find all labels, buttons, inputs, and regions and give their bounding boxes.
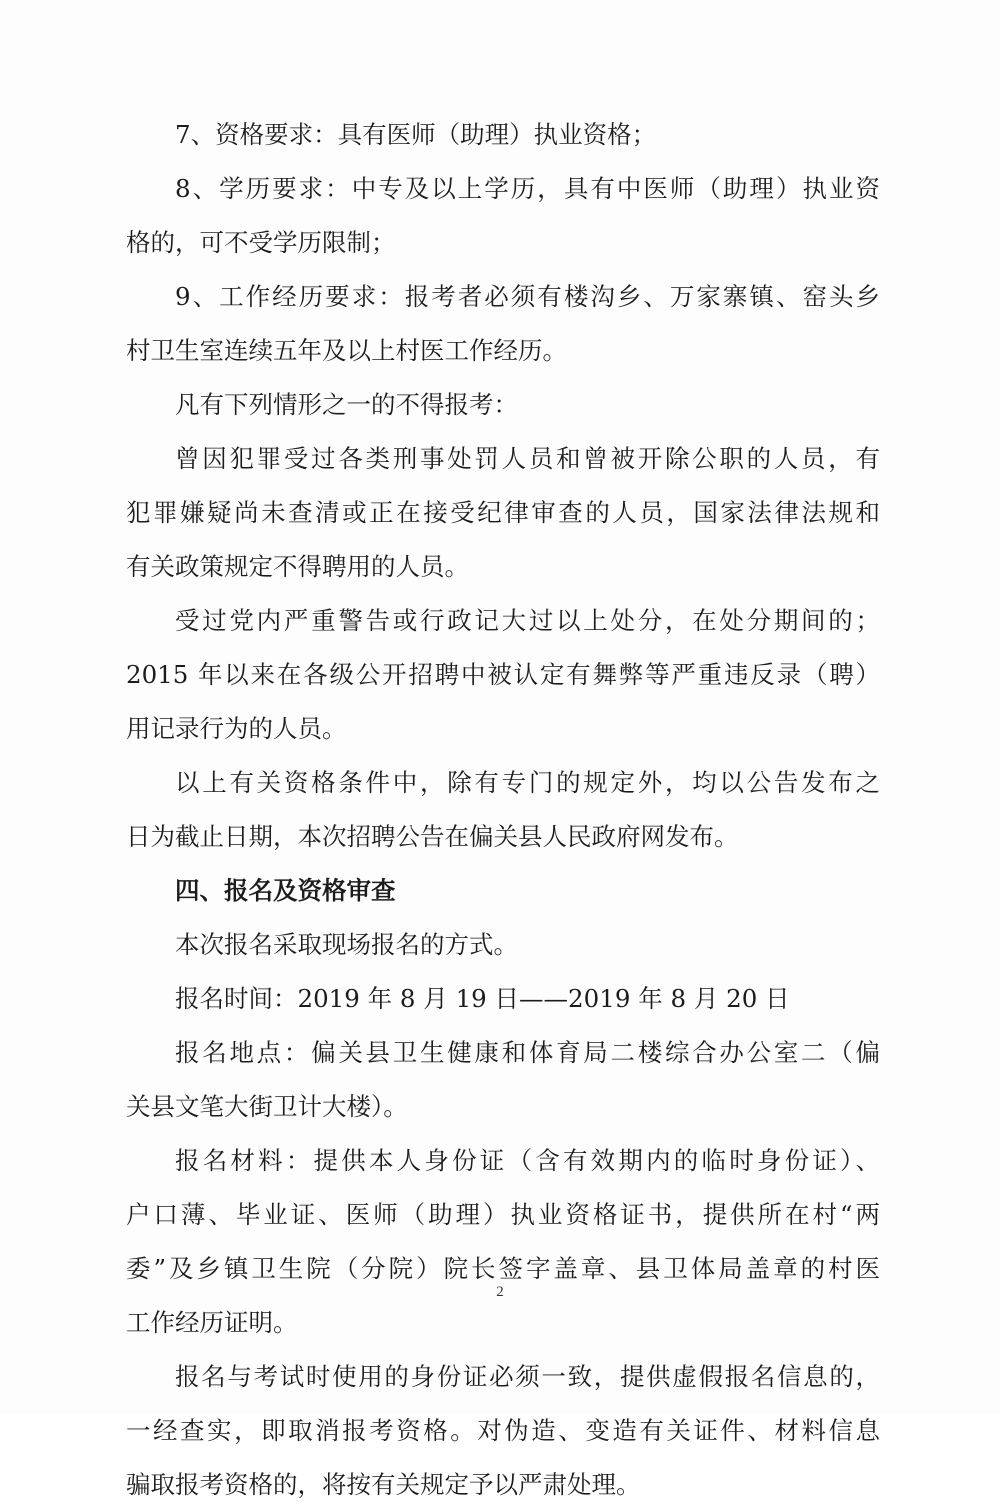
exclusion-1-line-3: 有关政策规定不得聘用的人员。: [126, 552, 469, 581]
registration-location-line-1: 报名地点：偏关县卫生健康和体育局二楼综合办公室二（偏: [175, 1038, 880, 1067]
deadline-note-line-1: 以上有关资格条件中，除有专门的规定外，均以公告发布之: [175, 768, 880, 797]
exclusion-2-line-2: 2015 年以来在各级公开招聘中被认定有舞弊等严重违反录（聘）: [126, 660, 880, 689]
registration-materials-line-1: 报名材料：提供本人身份证（含有效期内的临时身份证）、: [175, 1146, 880, 1175]
item-7-qualification: 7、资格要求：具有医师（助理）执业资格；: [175, 120, 657, 149]
id-consistency-line-2: 一经查实，即取消报考资格。对伪造、变造有关证件、材料信息: [126, 1416, 880, 1445]
item-8-education-line-1: 8、学历要求：中专及以上学历，具有中医师（助理）执业资: [175, 174, 880, 203]
item-9-experience-line-2: 村卫生室连续五年及以上村医工作经历。: [126, 336, 567, 365]
exclusion-2-line-1: 受过党内严重警告或行政记大过以上处分，在处分期间的；: [175, 606, 880, 635]
item-8-education-line-2: 格的，可不受学历限制；: [126, 228, 396, 257]
document-body: [126, 108, 880, 1512]
registration-materials-line-4: 工作经历证明。: [126, 1308, 298, 1337]
item-9-experience-line-1: 9、工作经历要求：报考者必须有楼沟乡、万家寨镇、窑头乡: [175, 282, 880, 311]
registration-materials-line-3: 委”及乡镇卫生院（分院）院长签字盖章、县卫体局盖章的村医: [126, 1254, 880, 1283]
registration-time: 报名时间：2019 年 8 月 19 日——2019 年 8 月 20 日: [175, 984, 790, 1013]
exclusion-2-line-3: 用记录行为的人员。: [126, 714, 347, 743]
deadline-note-line-2: 日为截止日期，本次招聘公告在偏关县人民政府网发布。: [126, 822, 739, 851]
exclusion-1-line-2: 犯罪嫌疑尚未查清或正在接受纪律审查的人员，国家法律法规和: [126, 498, 880, 527]
page-number: 2: [496, 1284, 504, 1300]
id-consistency-line-1: 报名与考试时使用的身份证必须一致，提供虚假报名信息的，: [175, 1362, 880, 1391]
section-heading-registration: 四、报名及资格审查: [175, 876, 396, 905]
registration-method: 本次报名采取现场报名的方式。: [175, 930, 518, 959]
exclusion-1-line-1: 曾因犯罪受过各类刑事处罚人员和曾被开除公职的人员，有: [175, 444, 880, 473]
registration-location-line-2: 关县文笔大街卫计大楼）。: [126, 1092, 408, 1121]
id-consistency-line-3: 骗取报考资格的，将按有关规定予以严肃处理。: [126, 1470, 641, 1499]
registration-materials-line-2: 户口薄、毕业证、医师（助理）执业资格证书，提供所在村“两: [126, 1200, 880, 1229]
exclusion-intro: 凡有下列情形之一的不得报考：: [175, 390, 518, 419]
